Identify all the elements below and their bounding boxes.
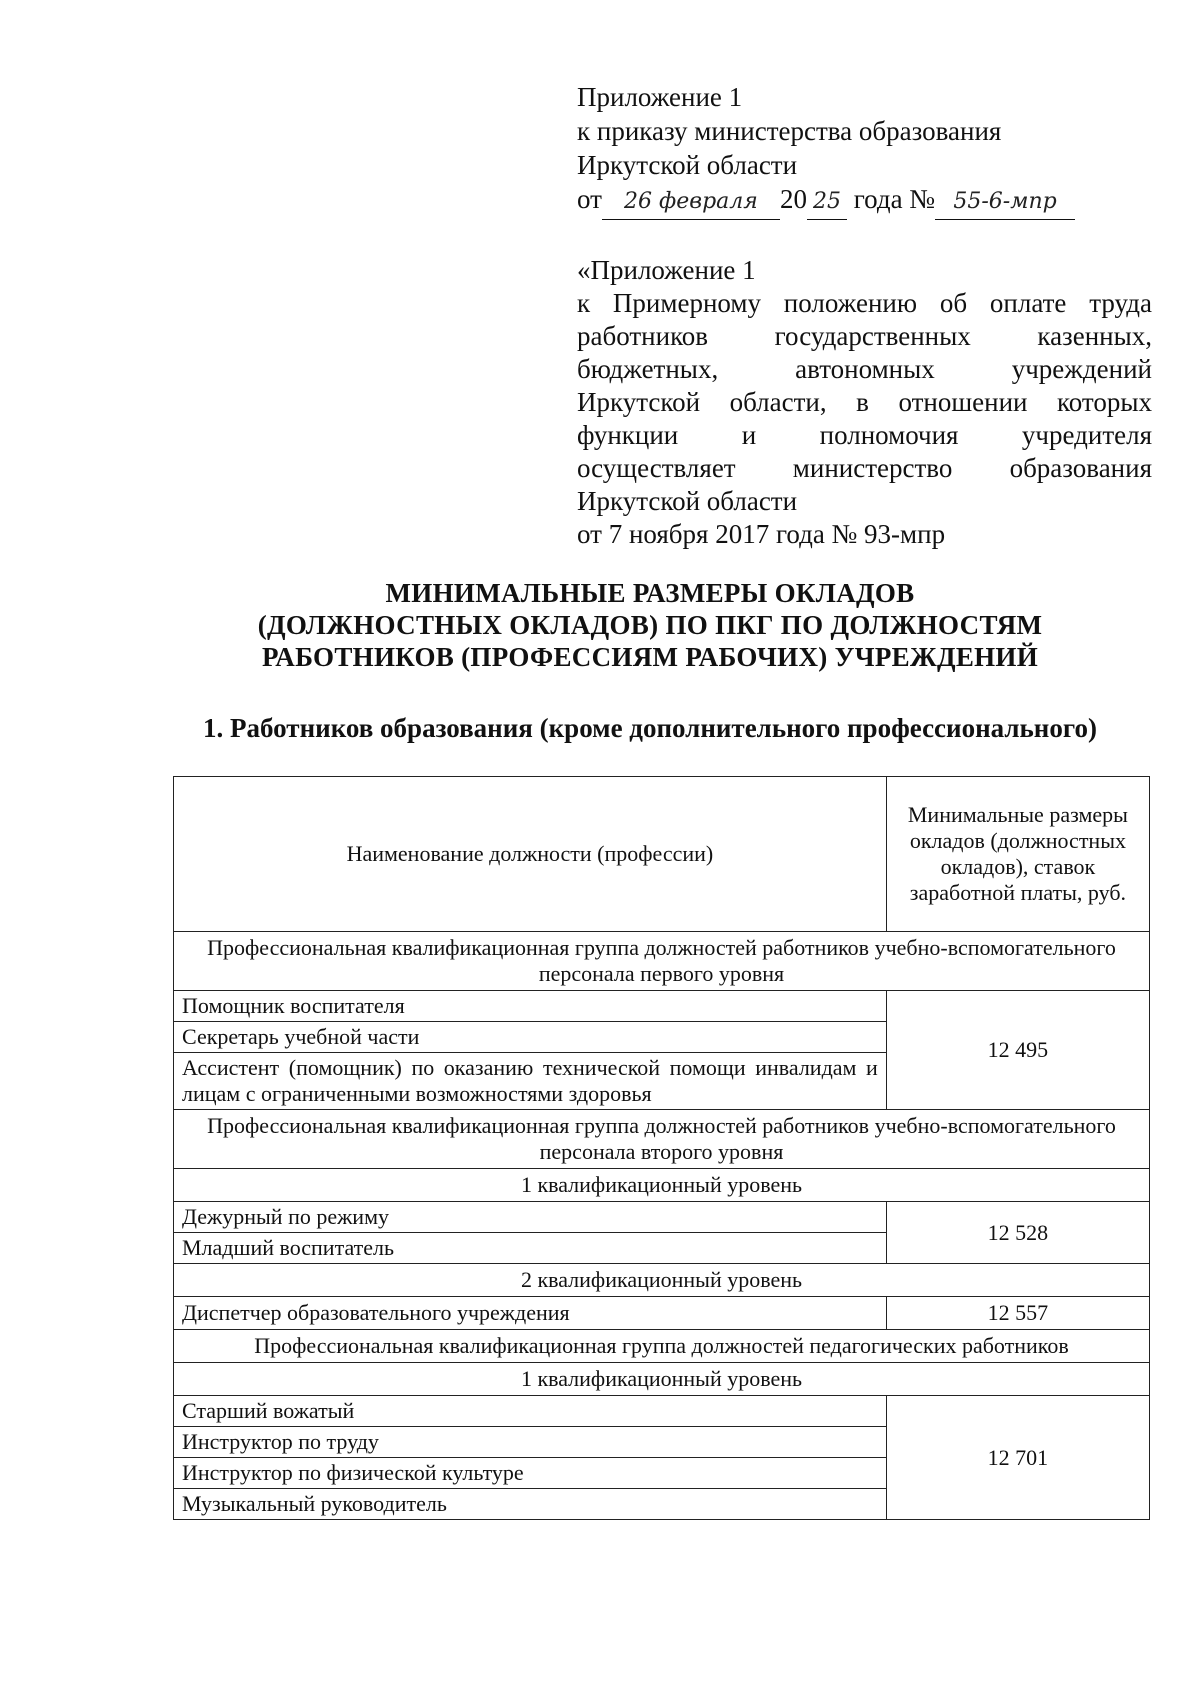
order-day-handwritten: 26 февраля bbox=[602, 185, 780, 220]
level-row bbox=[174, 1169, 1150, 1202]
title-line: РАБОТНИКОВ (ПРОФЕССИЯМ РАБОЧИХ) УЧРЕЖДЕНИЙ bbox=[261, 642, 1039, 672]
table-row bbox=[174, 1396, 1150, 1427]
position-name: Диспетчер образовательного учреждения bbox=[174, 1297, 887, 1330]
position-name: Старший вожатый bbox=[174, 1396, 887, 1427]
level-title: 1 квалификационный уровень bbox=[174, 1363, 1150, 1396]
reference-line: «Приложение 1 bbox=[577, 255, 756, 285]
reference-line: бюджетных, автономных учреждений bbox=[577, 354, 1152, 384]
position-name: Дежурный по режиму bbox=[174, 1202, 887, 1233]
section-heading: 1. Работников образования (кроме дополнительного профессионального) bbox=[203, 713, 1097, 743]
reference-line: к Примерному положению об оплате труда bbox=[577, 288, 1152, 318]
group-row bbox=[174, 932, 1150, 991]
header-position-name: Наименование должности (профессии) bbox=[174, 777, 887, 932]
order-date-line bbox=[577, 182, 1152, 220]
title-line: (ДОЛЖНОСТНЫХ ОКЛАДОВ) ПО ПКГ ПО ДОЛЖНОСТЯМ bbox=[257, 610, 1043, 640]
position-name: Секретарь учебной части bbox=[174, 1022, 887, 1053]
salary-value: 12 701 bbox=[886, 1396, 1149, 1520]
reference-line: работников государственных казенных, bbox=[577, 321, 1152, 351]
salary-value: 12 495 bbox=[886, 991, 1149, 1110]
title-line: МИНИМАЛЬНЫЕ РАЗМЕРЫ ОКЛАДОВ bbox=[385, 578, 915, 608]
order-prefix: от bbox=[577, 184, 602, 214]
level-row bbox=[174, 1363, 1150, 1396]
header-minimum-salary: Минимальные размеры окладов (должностных окладов), ставок заработной платы, руб. bbox=[886, 777, 1149, 932]
appendix-header bbox=[577, 80, 1152, 220]
table-row bbox=[174, 1297, 1150, 1330]
order-number-handwritten: 55-6-мпр bbox=[935, 185, 1075, 220]
group-title: Профессиональная квалификационная группа должностей педагогических работников bbox=[174, 1330, 1150, 1363]
salary-value: 12 528 bbox=[886, 1202, 1149, 1264]
position-name: Ассистент (помощник) по оказанию технической помощи инвалидам и лицам с ограниченными возможностями здоровья bbox=[174, 1053, 887, 1110]
group-title: Профессиональная квалификационная группа должностей работников учебно-вспомогательного персонала первого уровня bbox=[174, 932, 1150, 991]
reference-line: Иркутской области, в отношении которых bbox=[577, 387, 1152, 417]
table-row bbox=[174, 1202, 1150, 1233]
appendix-line-2: к приказу министерства образования bbox=[577, 116, 1002, 146]
group-title: Профессиональная квалификационная группа должностей работников учебно-вспомогательного персонала второго уровня bbox=[174, 1110, 1150, 1169]
order-year-prefix: 20 bbox=[779, 184, 807, 214]
table-row bbox=[174, 991, 1150, 1022]
level-title: 2 квалификационный уровень bbox=[174, 1264, 1150, 1297]
appendix-line-1: Приложение 1 bbox=[577, 82, 743, 112]
salary-table bbox=[173, 776, 1150, 1520]
reference-line: Иркутской области bbox=[577, 486, 798, 516]
position-name: Инструктор по физической культуре bbox=[174, 1458, 887, 1489]
group-row bbox=[174, 1330, 1150, 1363]
reference-block bbox=[577, 254, 1152, 551]
position-name: Младший воспитатель bbox=[174, 1233, 887, 1264]
level-title: 1 квалификационный уровень bbox=[174, 1169, 1150, 1202]
position-name: Музыкальный руководитель bbox=[174, 1489, 887, 1520]
group-row bbox=[174, 1110, 1150, 1169]
table-header-row bbox=[174, 777, 1150, 932]
reference-line: осуществляет министерство образования bbox=[577, 453, 1152, 483]
appendix-line-3: Иркутской области bbox=[577, 150, 798, 180]
position-name: Инструктор по труду bbox=[174, 1427, 887, 1458]
reference-line: от 7 ноября 2017 года № 93-мпр bbox=[577, 519, 946, 549]
order-year-handwritten: 25 bbox=[807, 185, 847, 220]
reference-line: функции и полномочия учредителя bbox=[577, 420, 1152, 450]
salary-value: 12 557 bbox=[886, 1297, 1149, 1330]
level-row bbox=[174, 1264, 1150, 1297]
document-title bbox=[177, 577, 1123, 673]
order-mid: года № bbox=[853, 184, 936, 214]
position-name: Помощник воспитателя bbox=[174, 991, 887, 1022]
